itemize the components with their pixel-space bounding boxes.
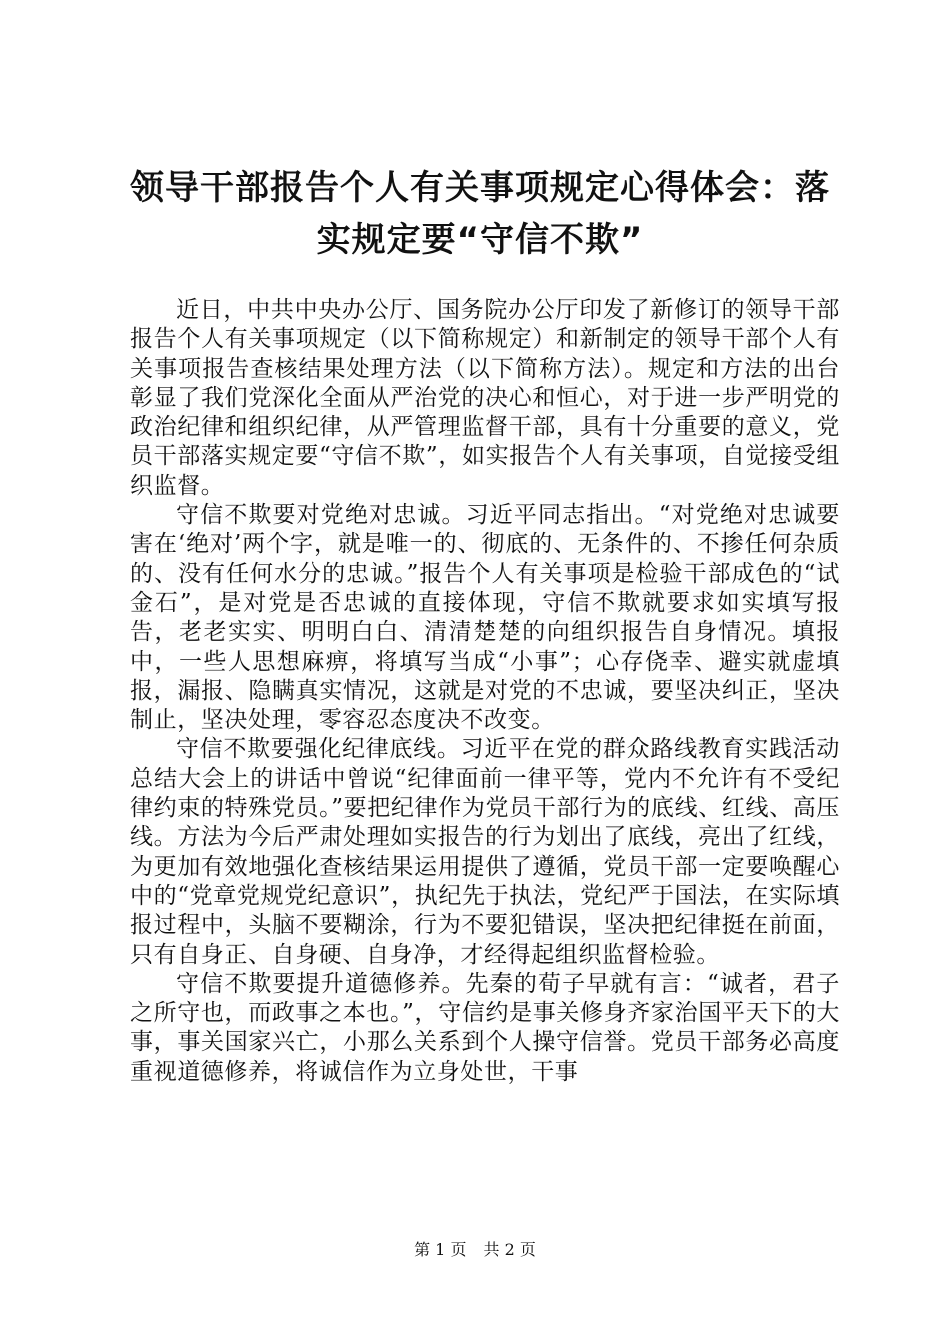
paragraph-discipline: 守信不欺要强化纪律底线。习近平在党的群众路线教育实践活动总结大会上的讲话中曾说“纪律面前一律平等，党内不允许有不受纪律约束的特殊党员。”要把纪律作为党员干部行为的底线、红线、高压线。方法为今后严肃处理如实报告的行为划出了底线，亮出了红线，为更加有效地强化查核结果运用提供了遵循，党员干部一定要唤醒心中的“党章党规党纪意识”，执纪先于执法，党纪严于国法，在实际填报过程中，头脑不要糊涂，行为不要犯错误，坚决把纪律挺在前面，只有自身正、自身硬、自身净，才经得起组织监督检验。 <box>130 736 840 968</box>
paragraph-morality: 守信不欺要提升道德修养。先秦的荀子早就有言：“诚者，君子之所守也，而政事之本也。”，守信约是事关修身齐家治国平天下的大事，事关国家兴亡，小那么关系到个人操守信誉。党员干部务必高度重视道德修养，将诚信作为立身处世，干事 <box>130 970 840 1085</box>
page-total: 共 2 页 <box>483 1240 536 1259</box>
page-footer <box>0 1240 950 1260</box>
page-number: 第 1 页 <box>414 1240 467 1259</box>
paragraph-loyalty: 守信不欺要对党绝对忠诚。习近平同志指出。“对党绝对忠诚要害在‘绝对’两个字，就是唯一的、彻底的、无条件的、不掺任何杂质的、没有任何水分的忠诚。”报告个人有关事项是检验干部成色的“试金石”，是对党是否忠诚的直接体现，守信不欺就要求如实填写报告，老老实实、明明白白、清清楚楚的向组织报告自身情况。填报中，一些人思想麻痹，将填写当成“小事”；心存侥幸、避实就虚填报，漏报、隐瞒真实情况，这就是对党的不忠诚，要坚决纠正，坚决制止，坚决处理，零容忍态度决不改变。 <box>130 502 840 734</box>
paragraph-intro: 近日，中共中央办公厅、国务院办公厅印发了新修订的领导干部报告个人有关事项规定（以下简称规定）和新制定的领导干部个人有关事项报告查核结果处理方法（以下简称方法）。规定和方法的出台彰显了我们党深化全面从严治党的决心和恒心，对于进一步严明党的政治纪律和组织纪律，从严管理监督干部，具有十分重要的意义，党员干部落实规定要“守信不欺”，如实报告个人有关事项，自觉接受组织监督。 <box>130 297 840 499</box>
document-body <box>130 296 840 1087</box>
document-title: 领导干部报告个人有关事项规定心得体会：落实规定要“守信不欺” <box>130 168 830 260</box>
